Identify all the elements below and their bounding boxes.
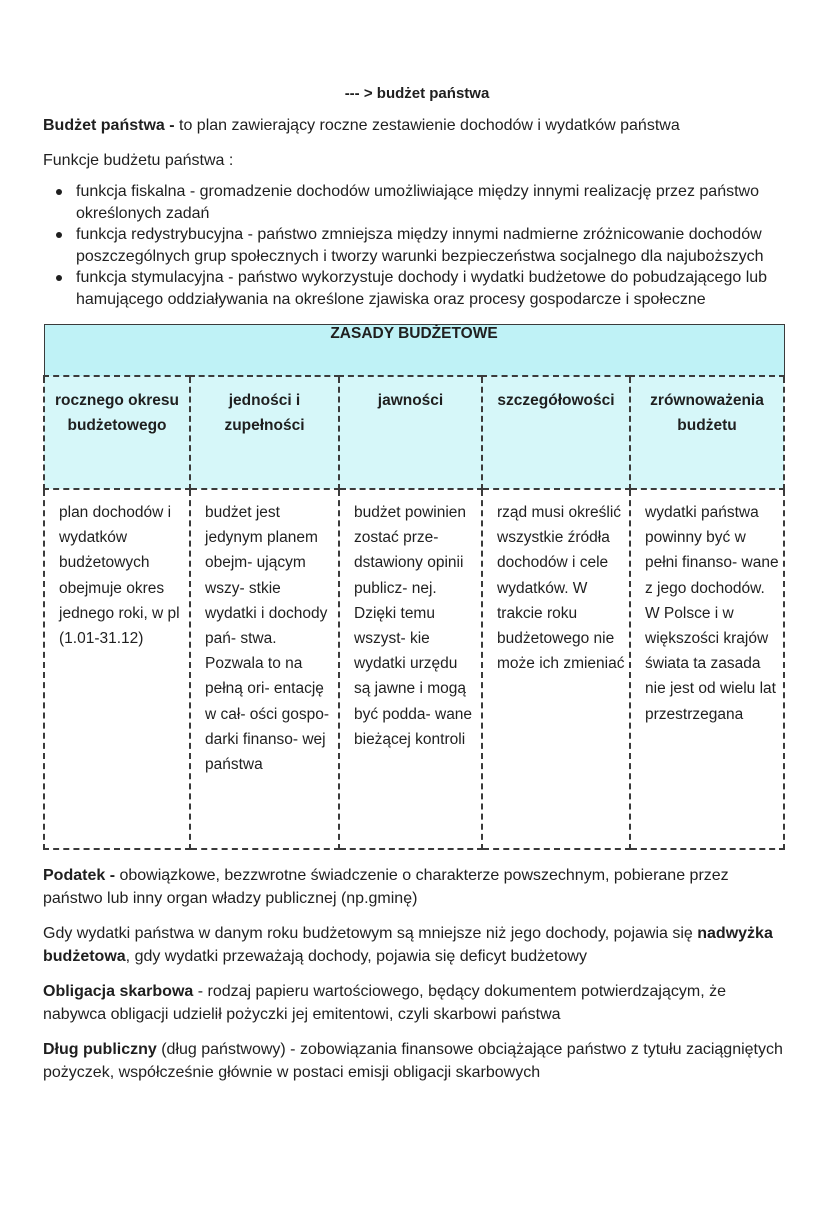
title-arrow: --- >: [344, 85, 373, 102]
budget-definition-text: to plan zawierający roczne zestawienie dochodów i wydatków państwa: [174, 117, 680, 134]
list-item: funkcja redystrybucyjna - państwo zmniejsza między innymi nadmierne zróżnicowanie dochodów poszczególnych grup społecznych i tworzy warunki bezpieczeństwa socjalnego dla najuboższych: [76, 224, 791, 267]
budget-principles-table: [43, 324, 785, 850]
column-header: jedności i zupełności: [190, 376, 339, 489]
functions-heading: Funkcje budżetu państwa :: [43, 152, 234, 169]
list-item: funkcja fiskalna - gromadzenie dochodów umożliwiające między innymi realizację przez państwo określonych zadań: [76, 181, 791, 224]
bond-term: Obligacja skarbowa: [43, 983, 194, 1000]
surplus-term: nadwyżka budżetowa: [43, 925, 773, 965]
table-cell: rząd musi określić wszystkie źródła dochodów i cele wydatków. W trakcie roku budżetowego nie może ich zmieniać: [482, 489, 630, 849]
surplus-post: , gdy wydatki przeważają dochody, pojawia się deficyt budżetowy: [125, 948, 587, 965]
debt-definition-text: (dług państwowy) - zobowiązania finansowe obciążające państwo z tytułu zaciągniętych pożyczek, współcześnie głównie w postaci emisji obligacji skarbowych: [43, 1041, 783, 1081]
column-header: jawności: [339, 376, 482, 489]
debt-term: Dług publiczny: [43, 1041, 157, 1058]
debt-definition: [43, 1038, 791, 1084]
title-text: budżet państwa: [376, 85, 490, 102]
budget-definition: [43, 114, 791, 137]
tax-definition: [43, 864, 791, 910]
surplus-pre: Gdy wydatki państwa w danym roku budżetowym są mniejsze niż jego dochody, pojawia się: [43, 925, 698, 942]
table-cell: wydatki państwa powinny być w pełni finanso- wane z jego dochodów. W Polsce i w większości krajów świata ta zasada nie jest od wielu lat przestrzegana: [630, 489, 784, 849]
list-item: funkcja stymulacyjna - państwo wykorzystuje dochody i wydatki budżetowe do pobudzającego lub hamującego oddziaływania na określone zjawiska oraz procesy gospodarcze i społeczne: [76, 267, 791, 310]
tax-definition-text: obowiązkowe, bezzwrotne świadczenie o charakterze powszechnym, pobierane przez państwo lub inny organ władzy publicznej (np.gminę): [43, 867, 729, 907]
column-header: rocznego okresu budżetowego: [44, 376, 190, 489]
column-header: zrównoważenia budżetu: [630, 376, 784, 489]
bond-definition-text: - rodzaj papieru wartościowego, będący dokumentem potwierdzającym, że nabywca obligacji udzielił pożyczki jej emitentowi, czyli skarbowi państwa: [43, 983, 726, 1023]
table-cell: budżet jest jedynym planem obejm- ującym wszy- stkie wydatki i dochody pań- stwa. Pozwala to na pełną ori- entację w cał- ości gospo- darki finanso- wej państwa: [190, 489, 339, 849]
table-cell: plan dochodów i wydatków budżetowych obejmuje okres jednego roki, w pl (1.01-31.12): [44, 489, 190, 849]
page-title: [43, 84, 791, 104]
budget-term: Budżet państwa -: [43, 117, 175, 134]
column-header: szczegółowości: [482, 376, 630, 489]
tax-term: Podatek -: [43, 867, 116, 884]
functions-list: [43, 181, 791, 310]
document-page: [43, 84, 791, 1096]
bond-definition: [43, 980, 791, 1026]
table-title: ZASADY BUDŻETOWE: [44, 325, 784, 377]
table-cell: budżet powinien zostać prze- dstawiony opinii publicz- nej. Dzięki temu wszyst- kie wydatki urzędu są jawne i mogą być podda- wane bieżącej kontroli: [339, 489, 482, 849]
surplus-paragraph: [43, 922, 791, 968]
definitions-section: [43, 864, 791, 1084]
